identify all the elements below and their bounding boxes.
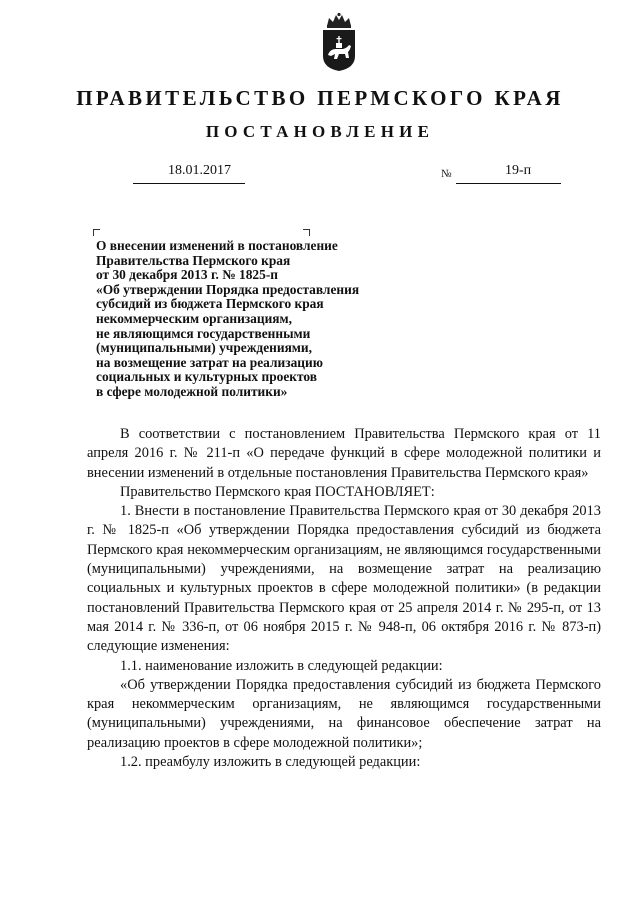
paragraph-item-1-2: 1.2. преамбулу изложить в следующей редакции: <box>120 754 421 771</box>
paragraph-new-title: «Об утверждении Порядка предоставления субсидий из бюджета Пермского края некоммерческим организациям, не являющимся государственными (муниципальными) учреждениями, на финансовое обеспечение затрат на реализацию проектов в сфере молодежной политики»; <box>87 676 601 751</box>
subject-line: Правительства Пермского края <box>96 252 291 268</box>
subject-line: в сфере молодежной политики» <box>96 383 288 399</box>
paragraph-item-1: 1. Внести в постановление Правительства Пермского края от 30 декабря 2013 г. № 1825-п «Об утверждении Порядка предоставления субсидий из бюджета Пермского края некоммерческим организациям, не являющимся государственными (муниципальными) учреждениями, на возмещение затрат на реализацию социальных и культурных проектов в сфере молодежной политики» (в редакции постановлений Правительства Пермского края от 25 апреля 2014 г. № 295-п, от 13 мая 2014 г. № 336-п, от 06 ноября 2015 г. № 948-п, 06 октября 2016 г. № 873-п) следующие изменения: <box>87 503 601 655</box>
subject-line: от 30 декабря 2013 г. № 1825-п <box>96 267 278 283</box>
subject-line: (муниципальными) учреждениями, <box>96 340 312 356</box>
paragraph-item-1-1: 1.1. наименование изложить в следующей редакции: <box>120 657 443 674</box>
document-number: 19-п <box>505 163 532 178</box>
paragraph-resolution: Правительство Пермского края ПОСТАНОВЛЯЕТ: <box>120 483 435 500</box>
subject-line: О внесении изменений в постановление <box>96 238 338 253</box>
paragraph-preamble: В соответствии с постановлением Правительства Пермского края от 11 апреля 2016 г. № 211-п «О передаче функций в сфере молодежной политики и внесении изменений в отдельные постановления Правительства Пермского края» <box>87 426 601 481</box>
subject-line: «Об утверждении Порядка предоставления <box>96 281 360 297</box>
subject-line: на возмещение затрат на реализацию <box>96 354 323 370</box>
document-body <box>87 425 601 772</box>
subject-line: субсидий из бюджета Пермского края <box>96 296 324 312</box>
government-title: ПРАВИТЕЛЬСТВО ПЕРМСКОГО КРАЯ <box>76 86 564 110</box>
subject-line: социальных и культурных проектов <box>96 369 317 385</box>
perm-krai-coat-of-arms-icon <box>319 12 359 72</box>
document-date: 18.01.2017 <box>168 163 231 178</box>
document-subject <box>96 239 426 400</box>
number-sign: № <box>441 168 452 180</box>
corner-bracket-right <box>303 229 310 236</box>
corner-bracket-left <box>93 229 100 236</box>
subject-line: некоммерческим организациям, <box>96 310 293 326</box>
subject-line: не являющимся государственными <box>96 325 311 341</box>
document-type: ПОСТАНОВЛЕНИЕ <box>205 122 435 141</box>
